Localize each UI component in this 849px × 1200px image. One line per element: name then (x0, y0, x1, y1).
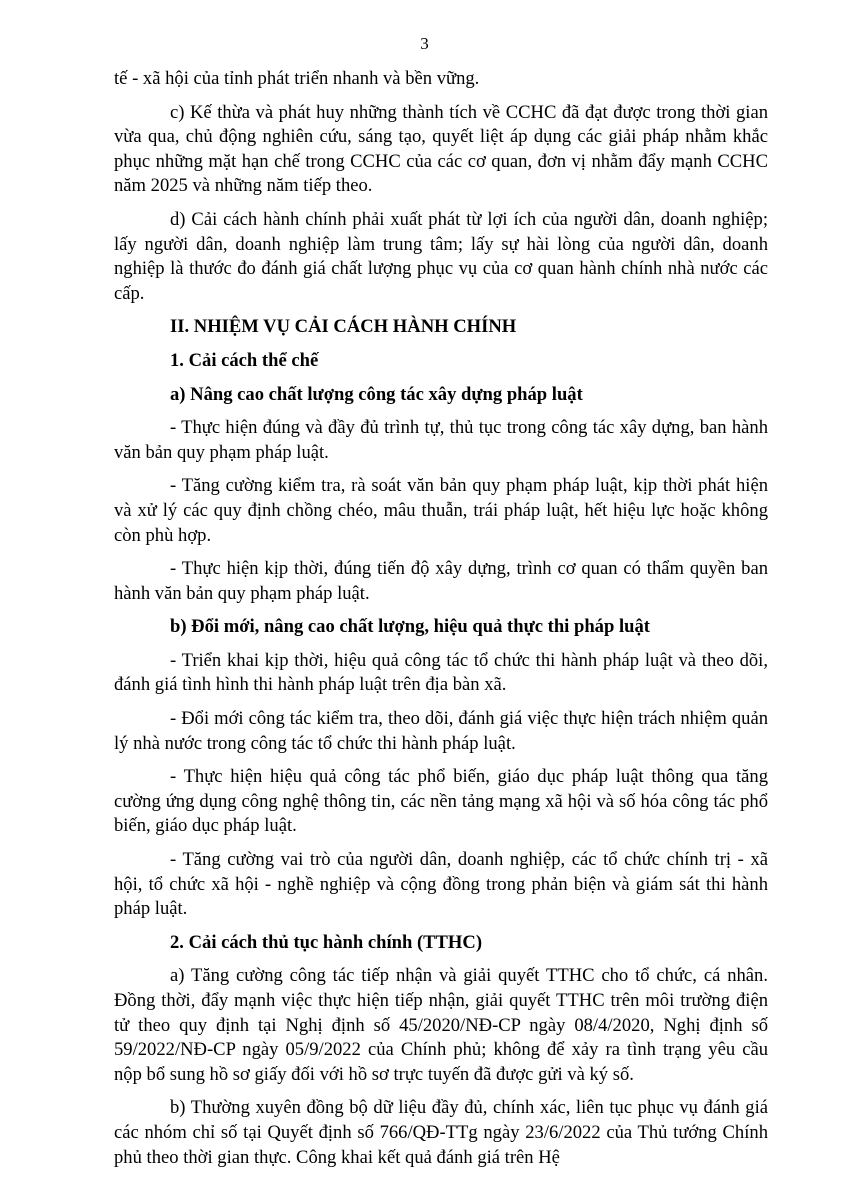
paragraph: a) Tăng cường công tác tiếp nhận và giải quyết TTHC cho tổ chức, cá nhân. Đồng thời, đẩy mạnh việc thực hiện tiếp nhận, giải quyết TTHC trên môi trường điện tử theo quy định tại Nghị định số 45/2020/NĐ-CP ngày 08/4/2020, Nghị định số 59/2022/NĐ-CP ngày 05/9/2022 của Chính phủ; không để xảy ra tình trạng yêu cầu nộp bổ sung hồ sơ giấy đối với hồ sơ trực tuyến đã được gửi và ký số. (114, 965, 768, 1085)
paragraph: d) Cải cách hành chính phải xuất phát từ lợi ích của người dân, doanh nghiệp; lấy người dân, doanh nghiệp làm trung tâm; lấy sự hài lòng của người dân, doanh nghiệp là thước đo đánh giá chất lượng phục vụ của cơ quan hành chính nhà nước các cấp. (114, 208, 768, 304)
paragraph: - Thực hiện hiệu quả công tác phổ biến, giáo dục pháp luật thông qua tăng cường ứng dụng công nghệ thông tin, các nền tảng mạng xã hội và số hóa công tác phổ biến, giáo dục pháp luật. (114, 766, 768, 837)
section-heading: 1. Cải cách thể chế (170, 349, 319, 371)
paragraph: - Triển khai kịp thời, hiệu quả công tác tổ chức thi hành pháp luật và theo dõi, đánh giá tình hình thi hành pháp luật trên địa bàn xã. (114, 649, 768, 696)
paragraph: - Thực hiện đúng và đầy đủ trình tự, thủ tục trong công tác xây dựng, ban hành văn bản quy phạm pháp luật. (114, 417, 768, 463)
paragraph: - Tăng cường kiểm tra, rà soát văn bản quy phạm pháp luật, kịp thời phát hiện và xử lý các quy định chồng chéo, mâu thuẫn, trái pháp luật, hết hiệu lực hoặc không còn phù hợp. (114, 475, 768, 546)
paragraph: - Đổi mới công tác kiểm tra, theo dõi, đánh giá việc thực hiện trách nhiệm quản lý nhà nước trong công tác tổ chức thi hành pháp luật. (114, 708, 768, 754)
paragraph: b) Thường xuyên đồng bộ dữ liệu đầy đủ, chính xác, liên tục phục vụ đánh giá các nhóm chỉ số tại Quyết định số 766/QĐ-TTg ngày 23/6/2022 của Thủ tướng Chính phủ theo thời gian thực. Công khai kết quả đánh giá trên Hệ (114, 1097, 768, 1168)
section-heading: b) Đổi mới, nâng cao chất lượng, hiệu quả thực thi pháp luật (170, 616, 650, 638)
section-heading: II. NHIỆM VỤ CẢI CÁCH HÀNH CHÍNH (170, 316, 517, 338)
paragraph: c) Kế thừa và phát huy những thành tích về CCHC đã đạt được trong thời gian vừa qua, chủ động nghiên cứu, sáng tạo, quyết liệt áp dụng các giải pháp nhằm khắc phục những mặt hạn chế trong CCHC của các cơ quan, đơn vị nhằm đẩy mạnh CCHC năm 2025 và những năm tiếp theo. (114, 101, 768, 197)
paragraph: - Tăng cường vai trò của người dân, doanh nghiệp, các tổ chức chính trị - xã hội, tổ chức xã hội - nghề nghiệp và cộng đồng trong phản biện và giám sát thi hành pháp luật. (114, 849, 768, 920)
page-number: 3 (420, 34, 429, 53)
document-body (114, 67, 768, 1179)
paragraph: - Thực hiện kịp thời, đúng tiến độ xây dựng, trình cơ quan có thẩm quyền ban hành văn bản quy phạm pháp luật. (114, 558, 768, 604)
section-heading: a) Nâng cao chất lượng công tác xây dựng pháp luật (170, 383, 583, 405)
section-heading: 2. Cải cách thủ tục hành chính (TTHC) (170, 931, 483, 953)
paragraph: tế - xã hội của tỉnh phát triển nhanh và bền vững. (114, 68, 480, 89)
